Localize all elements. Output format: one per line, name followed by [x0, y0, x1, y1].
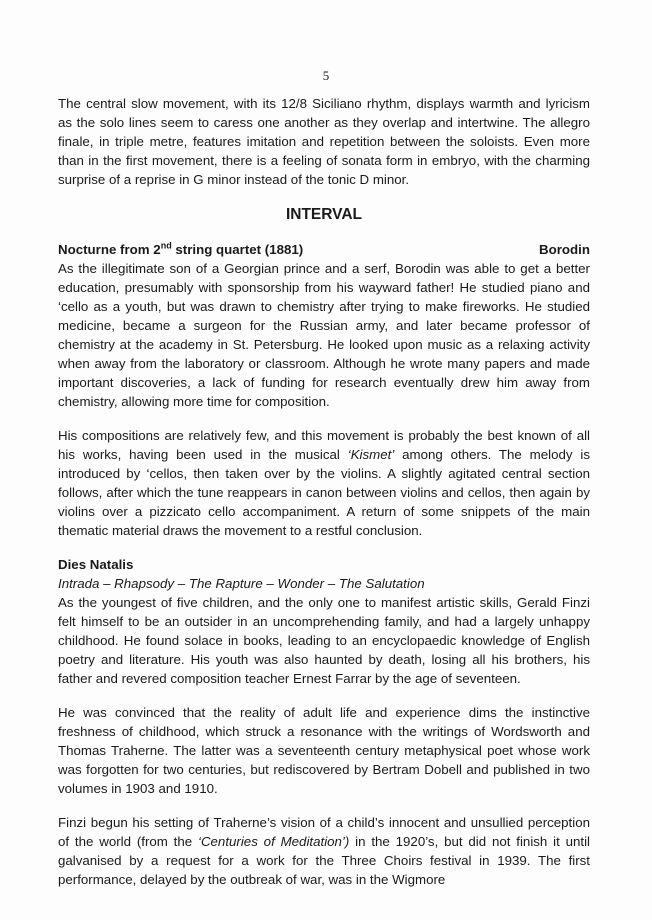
page-number: 5: [322, 68, 330, 83]
finzi-paragraph-2: He was convinced that the reality of adult life and experience dims the instinctive freshness of childhood, which struck a resonance with the writings of Wordsworth and Thomas Traherne. The latter was a seventeenth century metaphysical poet whose work was forgotten for two centuries, but rediscovered by Bertram Dobell and published in two volumes in 1903 and 1910.: [58, 705, 590, 796]
borodin-heading: [58, 240, 590, 259]
finzi-heading: Dies Natalis: [58, 557, 134, 572]
borodin-paragraph-1: As the illegitimate son of a Georgian prince and a serf, Borodin was able to get a better education, presumably with sponsorship from his wayward father! He studied piano and ‘cello as a youth, but was drawn to chemistry after trying to make fireworks. He studied medicine, became a surgeon for the Russian army, and later became professor of chemistry at the academy in St. Petersburg. He looked upon music as a relaxing activity when away from the laboratory or classroom. Although he wrote many papers and made important discoveries, a lack of funding for research eventually drew him away from chemistry, allowing more time for composition.: [58, 261, 590, 409]
finzi-paragraph-3: Finzi begun his setting of Traherne’s vision of a child’s innocent and unsullied perception of the world (from the ‘Centuries of Meditation’) in the 1920’s, but did not finish it until galvanised by a request for a work for the Three Choirs festival in 1939. The first performance, delayed by the outbreak of war, was in the Wigmore: [58, 815, 591, 887]
finzi-movements: Intrada – Rhapsody – The Rapture – Wonder – The Salutation: [58, 576, 425, 591]
interval-heading: INTERVAL: [285, 206, 363, 223]
page-content: [58, 94, 590, 904]
finzi-paragraph-1: As the youngest of five children, and the only one to manifest artistic skills, Gerald Finzi felt himself to be an outsider in an uncomprehending family, and had a largely unhappy childhood. He found solace in books, leading to an encyclopaedic knowledge of English poetry and literature. His youth was also haunted by death, losing all his brothers, his father and revered composition teacher Ernest Farrar by the age of seventeen.: [58, 595, 590, 686]
borodin-title: Nocturne from 2nd string quartet (1881): [58, 240, 304, 257]
intro-paragraph: The central slow movement, with its 12/8 Siciliano rhythm, displays warmth and lyricism as the solo lines seem to caress one another as they overlap and intertwine. The allegro finale, in triple metre, features imitation and repetition between the soloists. Even more than in the first movement, there is a feeling of sonata form in embryo, with the charming surprise of a reprise in G minor instead of the tonic D minor.: [58, 96, 590, 187]
borodin-composer: Borodin: [539, 242, 590, 257]
borodin-paragraph-2: His compositions are relatively few, and this movement is probably the best known of all his works, having been used in the musical ‘Kismet’ among others. The melody is introduced by ‘cellos, then taken over by the violins. A slightly agitated central section follows, after which the tune reappears in canon between violins and cellos, then again by violins over a pizzicato cello accompaniment. A return of some snippets of the main thematic material draws the movement to a restful conclusion.: [58, 428, 590, 538]
